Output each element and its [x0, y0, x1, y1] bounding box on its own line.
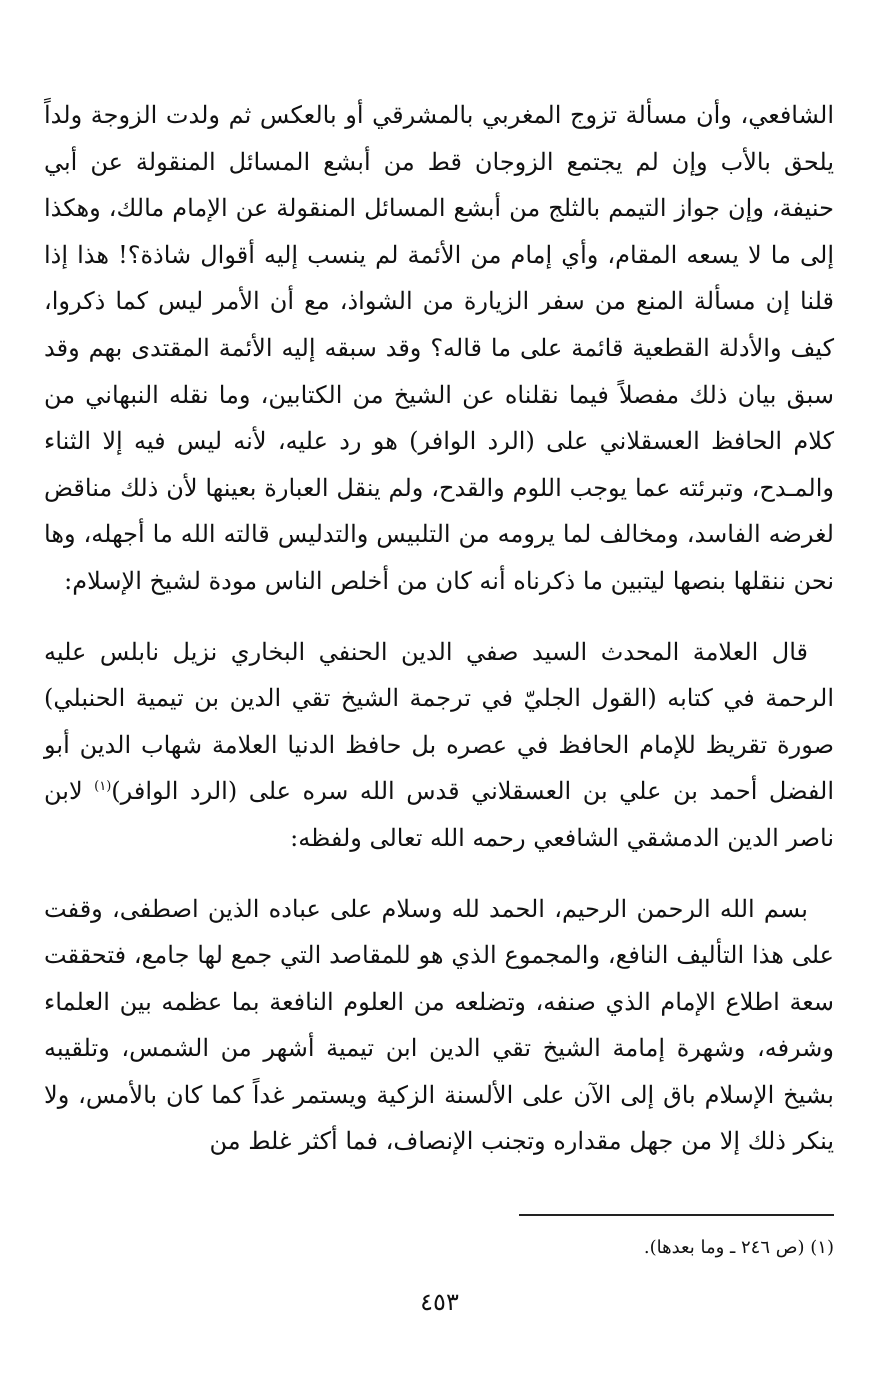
paragraph-1: الشافعي، وأن مسألة تزوج المغربي بالمشرقي أو بالعكس ثم ولدت الزوجة ولداً يلحق بالأب وإن لم يجتمع الزوجان قط من أبشع المسائل المنقولة عن أبي حنيفة، وإن جواز التيمم بالثلج من أبشع المسائل المنقولة عن الإمام مالك، وهكذا إلى ما لا يسعه المقام، وأي إمام من الأئمة لم ينسب إليه أقوال شاذة؟! هذا إذا قلنا إن مسألة المنع من سفر الزيارة من الشواذ، مع أن الأمر ليس كما ذكروا، كيف والأدلة القطعية قائمة على ما قاله؟ وقد سبقه إليه الأئمة المقتدى بهم وقد سبق بيان ذلك مفصلاً فيما نقلناه عن الشيخ من الكتابين، وما نقله النبهاني من كلام الحافظ العسقلاني على (الرد الوافر) هو رد عليه، لأنه ليس فيه إلا الثناء والمـدح، وتبرئته عما يوجب اللوم والقدح، ولم ينقل العبارة بعينها لأن ذلك مناقض لغرضه الفاسد، ومخالف لما يرومه من التلبيس والتدليس قالته الله ما أجهله، وها نحن ننقلها بنصها ليتبين ما ذكرناه أنه كان من أخلص الناس مودة لشيخ الإسلام:: [44, 101, 834, 595]
paragraph-2-text-before: قال العلامة المحدث السيد صفي الدين الحنفي البخاري نزيل نابلس عليه الرحمة في كتابه (القول الجليّ في ترجمة الشيخ تقي الدين بن تيمية الحنبلي) صورة تقريظ للإمام الحافظ في عصره بل حافظ الدنيا العلامة شهاب الدين أبو الفضل أحمد بن علي بن العسقلاني قدس الله سره على (الرد الوافر): [44, 637, 835, 806]
paragraph-2: [44, 629, 834, 862]
footnote-marker: (١): [810, 1237, 834, 1258]
main-text: [44, 92, 834, 1165]
paragraph-3: بسم الله الرحمن الرحيم، الحمد لله وسلام على عباده الذين اصطفى، وقفت على هذا التأليف النافع، والمجموع الذي هو للمقاصد التي جمع لها جامع، فتحققت سعة اطلاع الإمام الذي صنفه، وتضلعه من العلوم النافعة بما عظمه بين العلماء وشرفه، وشهرة إمامة الشيخ تقي الدين ابن تيمية أشهر من الشمس، وتلقيبه بشيخ الإسلام باق إلى الآن على الألسنة الزكية ويستمر غداً كما كان بالأمس، ولا ينكر ذلك إلا من جهل مقداره وتجنب الإنصاف، فما أكثر غلط من: [44, 894, 834, 1156]
footnote-reference[interactable]: (١): [94, 779, 112, 795]
footnote-text: (ص ٢٤٦ ـ وما بعدها).: [643, 1237, 805, 1258]
paragraph-2-text-after: لابن ناصر الدين الدمشقي الشافعي رحمه الله تعالى ولفظه:: [44, 777, 834, 852]
footnote-divider: [519, 1214, 834, 1216]
page-number: ٤٥٣: [420, 1288, 459, 1316]
footnote: [44, 1234, 834, 1262]
